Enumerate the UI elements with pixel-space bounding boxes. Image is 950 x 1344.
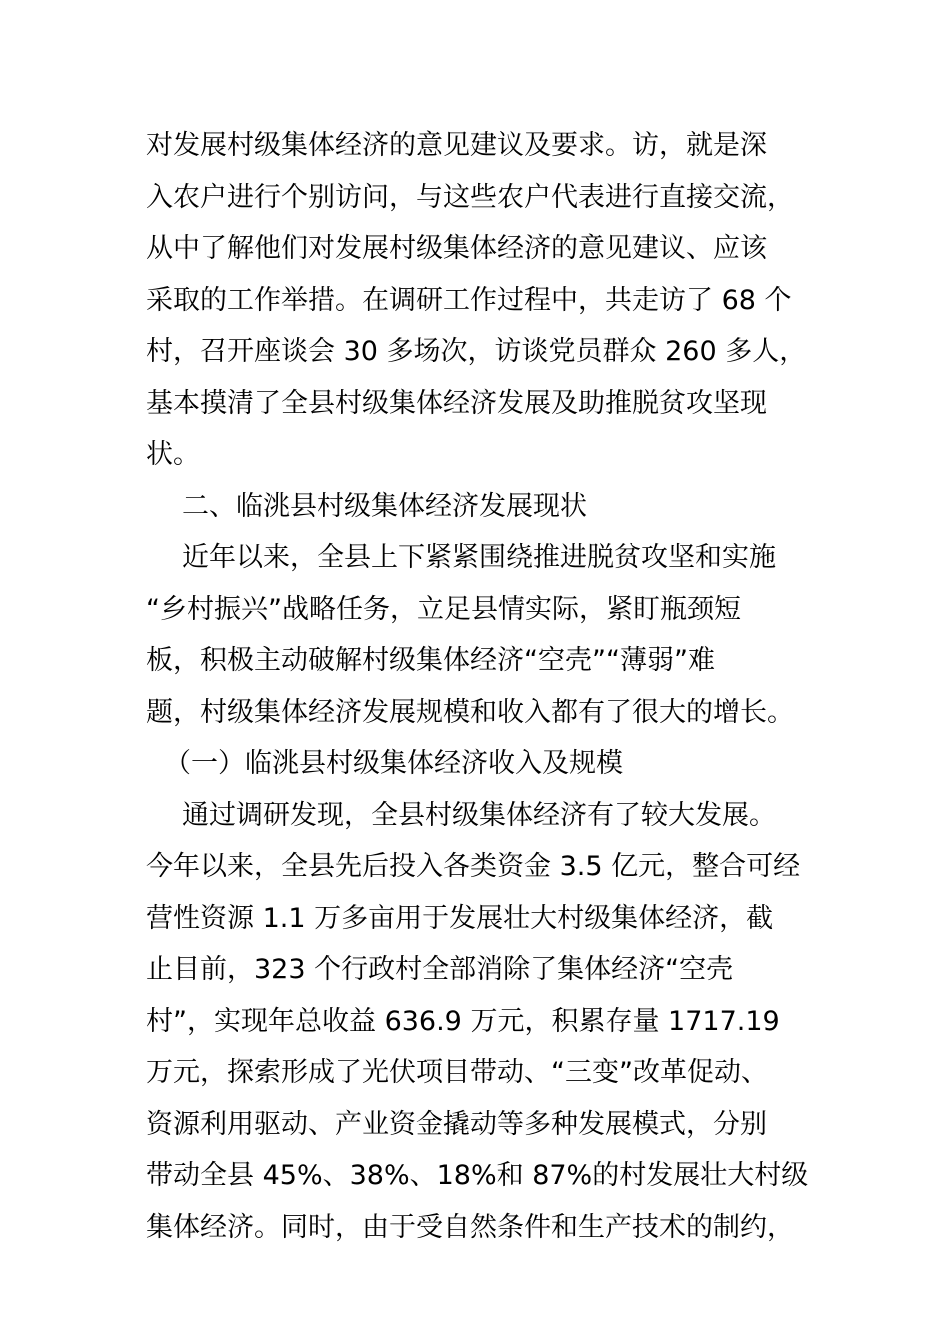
paragraph-line: 通过调研发现，全县村级集体经济有了较大发展。 xyxy=(182,799,776,831)
paragraph-line: 营性资源 1.1 万多亩用于发展壮大村级集体经济，截 xyxy=(146,902,774,934)
document-body xyxy=(146,120,816,1253)
paragraph-line: 止目前，323 个行政村全部消除了集体经济“空壳 xyxy=(146,954,734,985)
paragraph-line: “乡村振兴”战略任务，立足县情实际，紧盯瓶颈短 xyxy=(146,593,741,625)
paragraph-line: 板，积极主动破解村级集体经济“空壳”“薄弱”难 xyxy=(146,645,715,676)
paragraph-line: 题，村级集体经济发展规模和收入都有了很大的增长。 xyxy=(146,696,794,728)
paragraph-line: 入农户进行个别访问，与这些农户代表进行直接交流， xyxy=(146,181,794,213)
subsection-heading: （一）临洮县村级集体经济收入及规模 xyxy=(164,748,623,779)
paragraph-line: 从中了解他们对发展村级集体经济的意见建议、应该 xyxy=(146,233,767,264)
paragraph-line: 带动全县 45%、38%、18%和 87%的村发展壮大村级 xyxy=(146,1160,809,1191)
paragraph-line: 村，召开座谈会 30 多场次，访谈党员群众 260 多人， xyxy=(146,336,807,367)
paragraph-line: 状。 xyxy=(146,439,200,470)
paragraph-line: 资源利用驱动、产业资金撬动等多种发展模式，分别 xyxy=(146,1108,767,1140)
paragraph-line: 今年以来，全县先后投入各类资金 3.5 亿元，整合可经 xyxy=(146,851,801,882)
paragraph-line: 基本摸清了全县村级集体经济发展及助推脱贫攻坚现 xyxy=(146,387,767,419)
paragraph-line: 万元，探索形成了光伏项目带动、“三变”改革促动、 xyxy=(146,1057,768,1088)
section-heading: 二、临洮县村级集体经济发展现状 xyxy=(182,490,587,522)
paragraph-line: 集体经济。同时，由于受自然条件和生产技术的制约， xyxy=(146,1211,794,1243)
paragraph-line: 对发展村级集体经济的意见建议及要求。访，就是深 xyxy=(146,130,767,161)
paragraph-line: 村”，实现年总收益 636.9 万元，积累存量 1717.19 xyxy=(146,1005,780,1037)
paragraph-line: 近年以来，全县上下紧紧围绕推进脱贫攻坚和实施 xyxy=(182,542,776,573)
paragraph-line: 采取的工作举措。在调研工作过程中，共走访了 68 个 xyxy=(146,284,792,316)
